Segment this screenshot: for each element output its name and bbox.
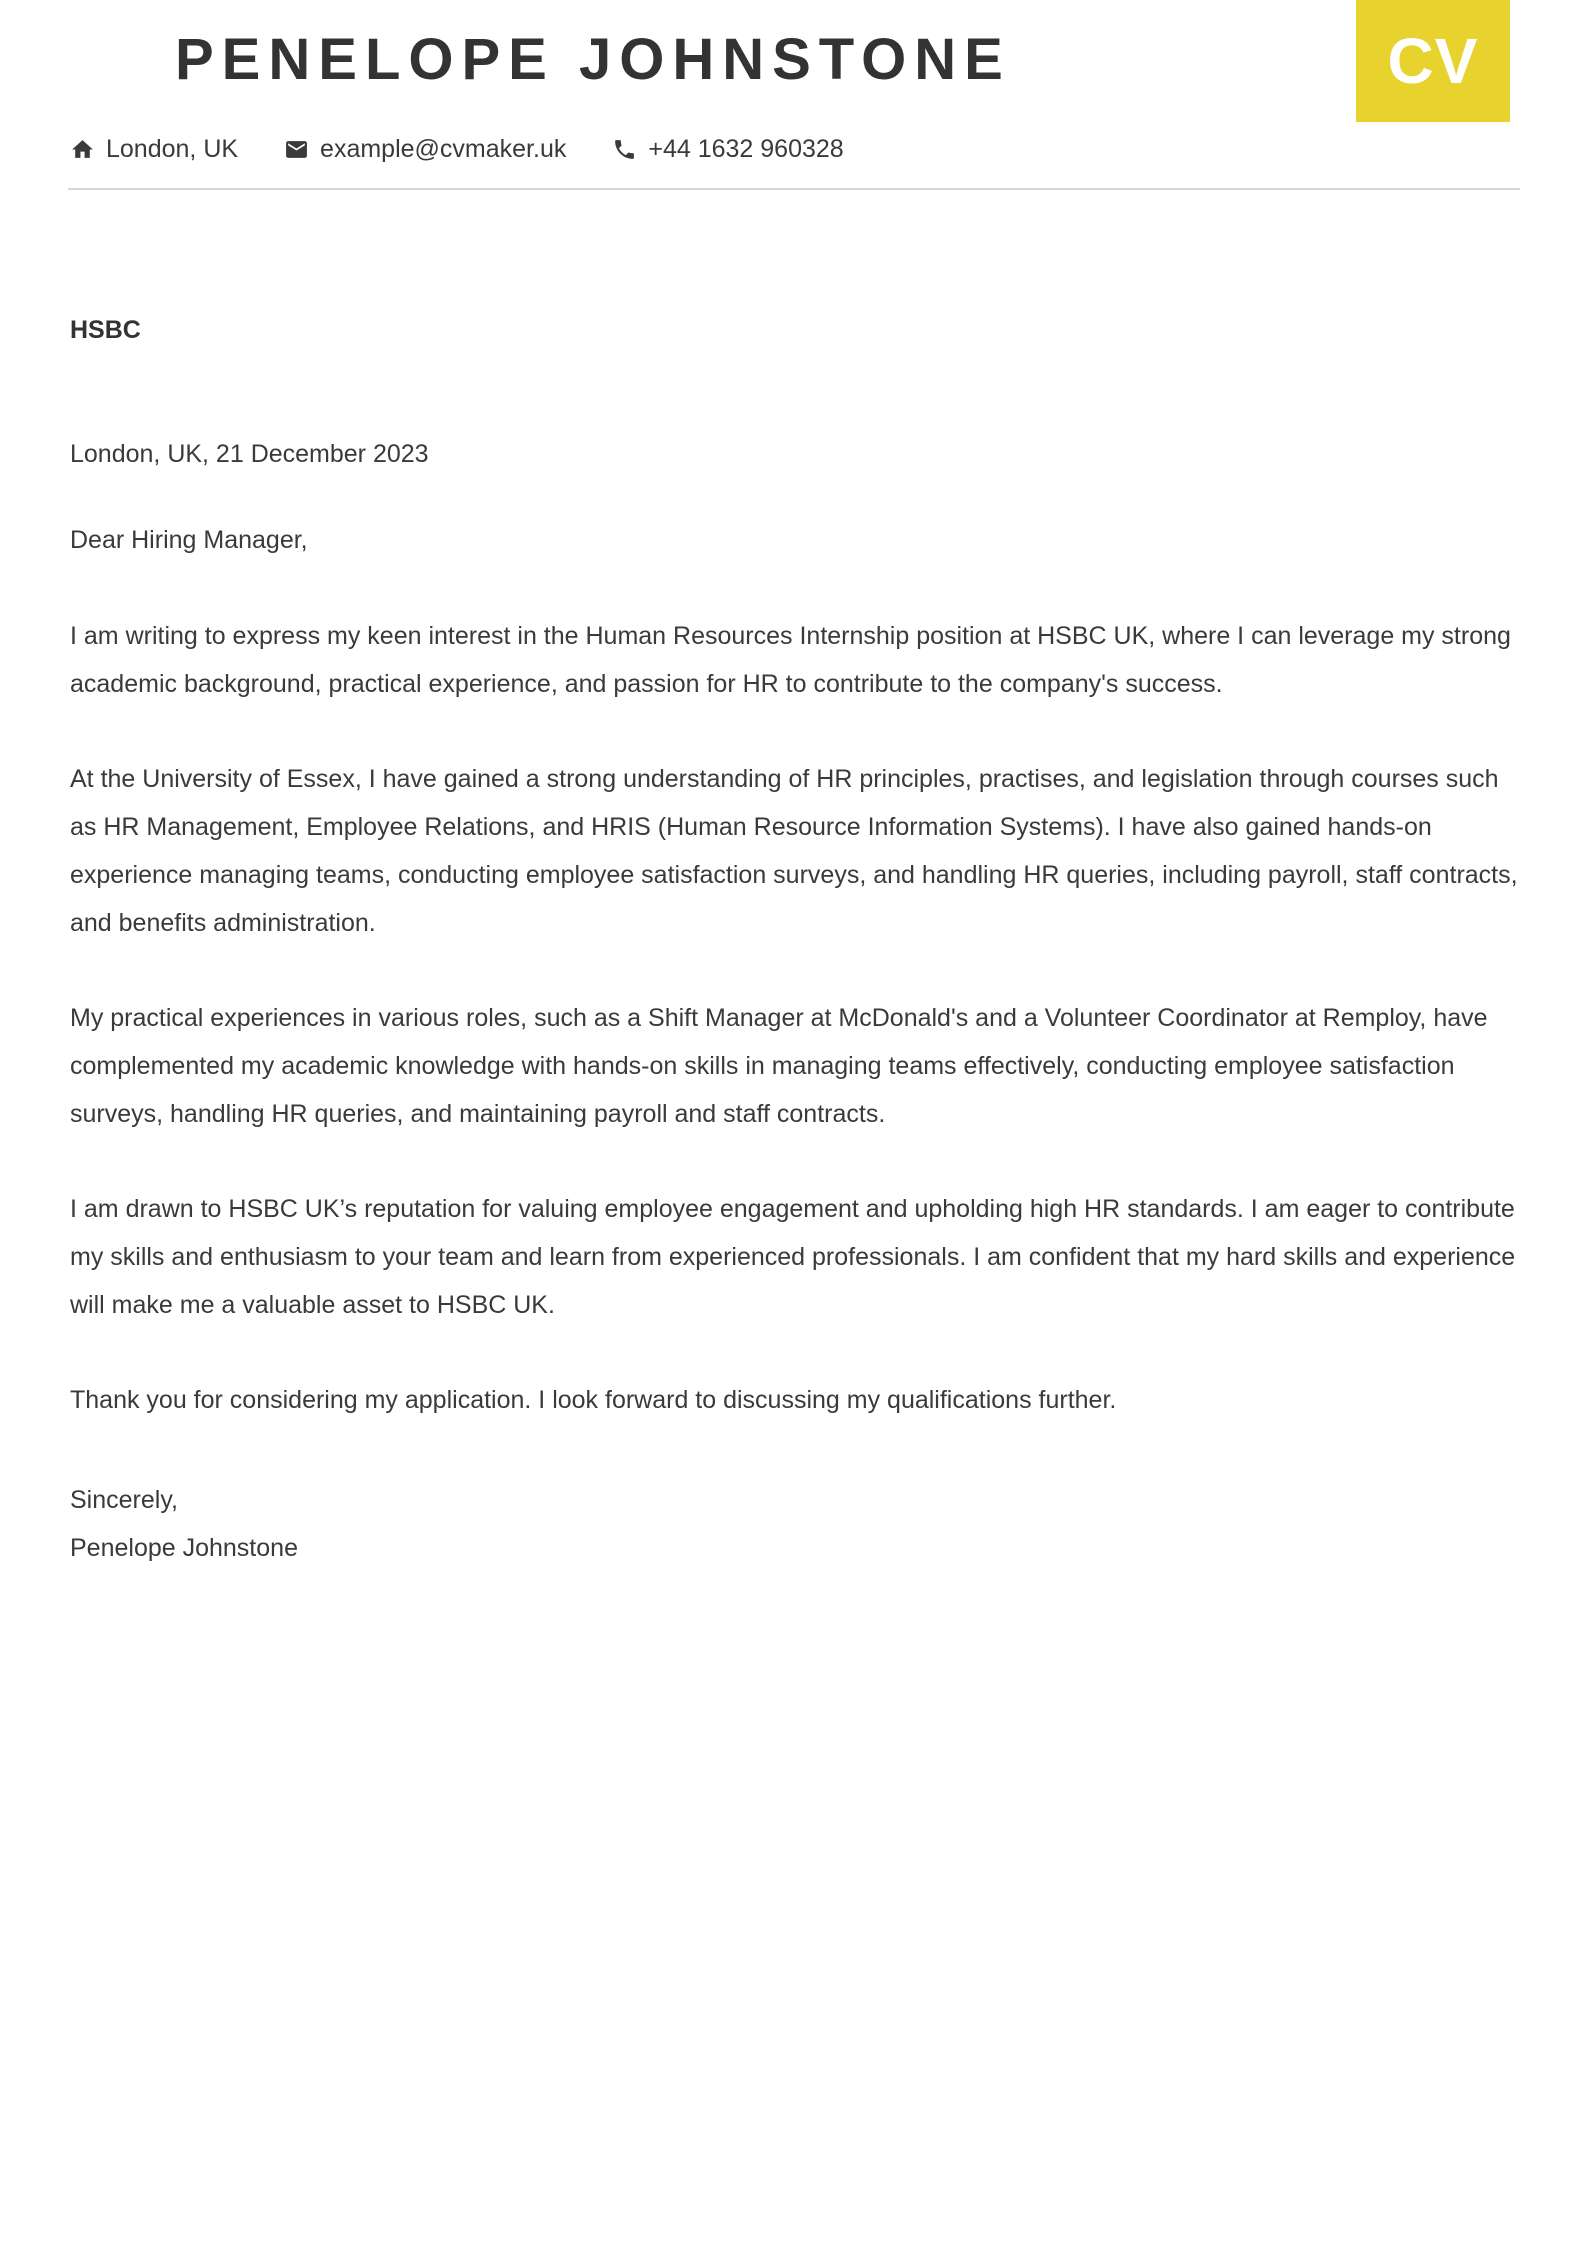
contact-row <box>70 135 1518 164</box>
cv-logo <box>1356 0 1510 122</box>
closing: Sincerely, <box>70 1486 178 1514</box>
letter-header <box>0 0 1588 97</box>
letter-paragraph: I am writing to express my keen interest in the Human Resources Internship position at HSBC UK, where I can leverage my strong academic background, practical experience, and passion for HR to contribute to the company's success. <box>70 622 1511 698</box>
contact-phone <box>612 135 843 164</box>
home-icon <box>70 137 95 162</box>
letter-paragraph: Thank you for considering my application. I look forward to discussing my qualifications further. <box>70 1386 1117 1414</box>
signature-name: Penelope Johnstone <box>70 1534 298 1562</box>
letter-body <box>70 306 1518 1572</box>
letter-paragraph: I am drawn to HSBC UK’s reputation for valuing employee engagement and upholding high HR standards. I am eager to contribute my skills and enthusiasm to your team and learn from experienced professionals. I am confident that my hard skills and experience will make me a valuable asset to HSBC UK. <box>70 1195 1516 1319</box>
contact-email <box>284 135 566 164</box>
contact-phone-text: +44 1632 960328 <box>648 135 844 163</box>
recipient-name: HSBC <box>70 316 141 344</box>
phone-icon <box>612 137 637 162</box>
contact-location-text: London, UK <box>106 135 239 163</box>
header-divider <box>68 188 1520 190</box>
contact-location <box>70 135 238 164</box>
letter-paragraph: At the University of Essex, I have gained a strong understanding of HR principles, practises, and legislation through courses such as HR Management, Employee Relations, and HRIS (Human Resource Information Systems). I have also gained hands-on experience managing teams, conducting employee satisfaction surveys, and handling HR queries, including payroll, staff contracts, and benefits administration. <box>70 765 1518 937</box>
letter-paragraph: My practical experiences in various roles, such as a Shift Manager at McDonald's and a Volunteer Coordinator at Remploy, have complemented my academic knowledge with hands-on skills in managing teams effectively, conducting employee satisfaction surveys, handling HR queries, and maintaining payroll and staff contracts. <box>70 1004 1488 1128</box>
date-line: London, UK, 21 December 2023 <box>70 440 429 468</box>
contact-email-text: example@cvmaker.uk <box>320 135 567 163</box>
candidate-name: PENELOPE JOHNSTONE <box>175 27 1011 92</box>
cv-logo-text: CV <box>1387 25 1479 97</box>
salutation: Dear Hiring Manager, <box>70 526 308 554</box>
email-icon <box>284 137 309 162</box>
